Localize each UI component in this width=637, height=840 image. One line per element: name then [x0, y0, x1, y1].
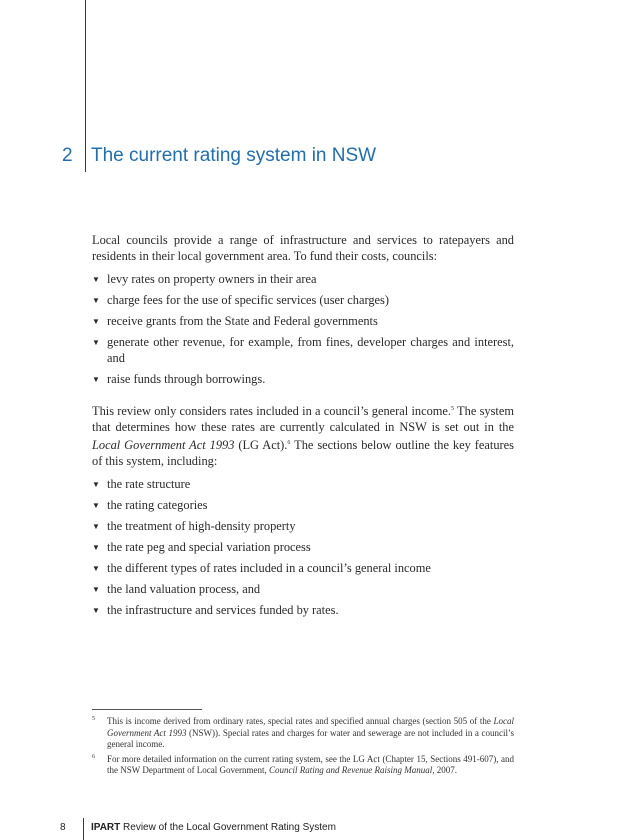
- bullet-icon: ▼: [92, 338, 100, 347]
- list-item: ▼ the different types of rates included in a council’s general income: [92, 561, 431, 575]
- footnote-5: 5 This is income derived from ordinary rates, special rates and specified annual charges (section 505 of the Local Government Act 1993 (NSW)). Special rates and charges for water and sewerage are not included in a council’s general income.: [92, 716, 514, 749]
- bullet-icon: ▼: [92, 275, 100, 284]
- chapter-heading: [62, 145, 377, 167]
- page-footer: [60, 818, 460, 838]
- list-item: ▼ levy rates on property owners in their area: [92, 272, 317, 286]
- bullet-icon: ▼: [92, 480, 100, 489]
- list-item: ▼ the rate peg and special variation process: [92, 540, 311, 554]
- footnote-number: 5: [92, 716, 95, 722]
- act-title: Local Government Act 1993: [92, 438, 235, 452]
- list-item: ▼ the rating categories: [92, 498, 208, 512]
- list-item: ▼ charge fees for the use of specific services (user charges): [92, 293, 389, 307]
- bullet-icon: ▼: [92, 606, 100, 615]
- list-item: ▼ raise funds through borrowings.: [92, 372, 266, 386]
- footer-brand: IPART: [91, 822, 121, 833]
- header-rule: [85, 0, 86, 172]
- footnote-ref-6[interactable]: 6: [287, 440, 291, 446]
- footnote-ref-5[interactable]: 5: [451, 406, 455, 412]
- list-item: ▼ the land valuation process, and: [92, 582, 261, 596]
- bullet-icon: ▼: [92, 501, 100, 510]
- bullet-icon: ▼: [92, 543, 100, 552]
- footer-title: IPART Review of the Local Government Rating System: [91, 822, 336, 833]
- list-item: ▼ the treatment of high-density property: [92, 519, 296, 533]
- footnote-6: 6 For more detailed information on the current rating system, see the LG Act (Chapter 15, Sections 491-607), and the NSW Department of Local Government, Council Rating and Revenue Raising Manual, 2007.: [92, 753, 514, 775]
- footnote-divider: [92, 709, 202, 710]
- footnote-number: 6: [92, 753, 95, 760]
- bullet-icon: ▼: [92, 375, 100, 384]
- chapter-title: The current rating system in NSW: [91, 145, 377, 166]
- bullet-icon: ▼: [92, 522, 100, 531]
- body-text: [92, 232, 514, 623]
- bullet-icon: ▼: [92, 296, 100, 305]
- list-item: ▼ receive grants from the State and Federal governments: [92, 314, 378, 328]
- scope-paragraph: This review only considers rates included in a council’s general income.$^5$ The system that determines how these rates are currently calculated in NSW is set out in the Local Government Act 1993 (LG Act).$^6$ The sections below outline the key features of this system, including:: [92, 404, 514, 468]
- funding-list: [92, 271, 514, 387]
- list-item: ▼ the rate structure: [92, 477, 191, 491]
- bullet-icon: ▼: [92, 317, 100, 326]
- intro-paragraph: Local councils provide a range of infrastructure and services to ratepayers and residents in their local government area. To fund their costs, councils:: [92, 233, 514, 263]
- list-item: ▼ the infrastructure and services funded by rates.: [92, 603, 339, 617]
- footnotes: [92, 716, 514, 780]
- features-list: [92, 476, 514, 618]
- footer-rule: [83, 818, 84, 840]
- bullet-icon: ▼: [92, 564, 100, 573]
- page-number: 8: [60, 822, 66, 833]
- bullet-icon: ▼: [92, 585, 100, 594]
- list-item: ▼ generate other revenue, for example, from fines, developer charges and interest, and: [92, 335, 514, 365]
- chapter-number: 2: [62, 145, 73, 166]
